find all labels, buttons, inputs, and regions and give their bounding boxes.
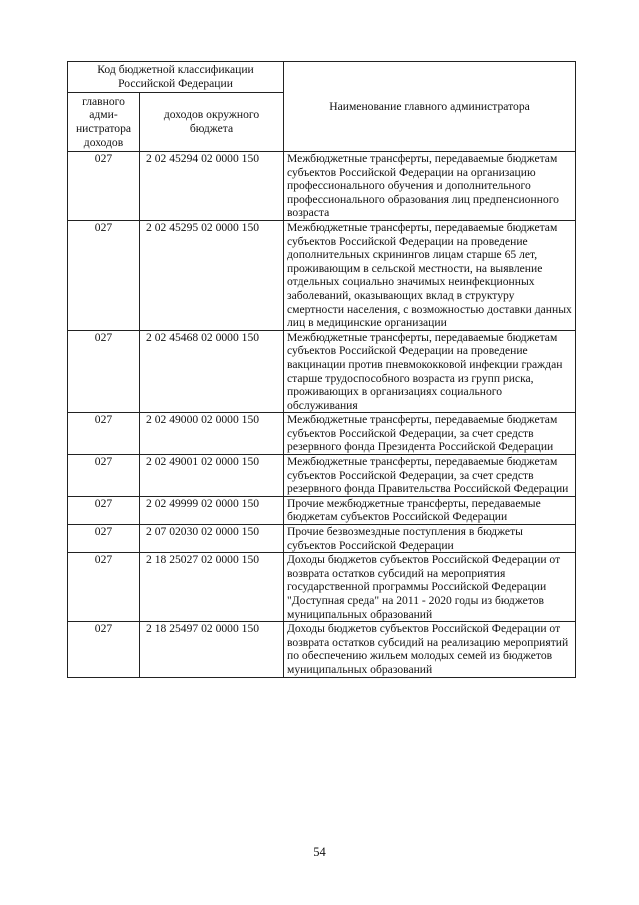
admin-code-cell: 027 (68, 622, 140, 677)
income-code-cell: 2 18 25027 02 0000 150 (140, 553, 284, 622)
admin-code-cell: 027 (68, 553, 140, 622)
admin-name-cell: Доходы бюджетов субъектов Российской Федерации от возврата остатков субсидий на мероприятия государственной программы Российской Федерации "Доступная среда" на 2011 - 2020 годы из бюджетов муниципальных образований (284, 553, 576, 622)
income-code-cell: 2 18 25497 02 0000 150 (140, 622, 284, 677)
admin-code-cell: 027 (68, 220, 140, 330)
admin-code-cell: 027 (68, 455, 140, 497)
header-code-cell: доходов окружного бюджета (140, 93, 284, 152)
admin-code-cell: 027 (68, 330, 140, 413)
income-code-cell: 2 02 45294 02 0000 150 (140, 152, 284, 221)
admin-name-cell: Прочие межбюджетные трансферты, передаваемые бюджетам субъектов Российской Федерации (284, 496, 576, 524)
admin-code-cell: 027 (68, 413, 140, 455)
income-code-cell: 2 02 49001 02 0000 150 (140, 455, 284, 497)
income-code-cell: 2 02 49999 02 0000 150 (140, 496, 284, 524)
admin-name-cell: Прочие безвозмездные поступления в бюджеты субъектов Российской Федерации (284, 525, 576, 553)
table-row (68, 553, 576, 622)
table-row (68, 496, 576, 524)
income-code-cell: 2 02 45295 02 0000 150 (140, 220, 284, 330)
table-row (68, 152, 576, 221)
table-row (68, 413, 576, 455)
admin-name-cell: Межбюджетные трансферты, передаваемые бюджетам субъектов Российской Федерации на проведение дополнительных скринингов лицам старше 65 лет, проживающим в сельской местности, на выявление отдельных социально значимых неинфекционных заболеваний, оказывающих вклад в структуру смертности населения, с возможностью доставки данных лиц в медицинские организации (284, 220, 576, 330)
header-admin-cell: главного адми-нистратора доходов (68, 93, 140, 152)
table-row (68, 525, 576, 553)
income-code-cell: 2 02 45468 02 0000 150 (140, 330, 284, 413)
table-row (68, 455, 576, 497)
header-name-cell: Наименование главного администратора (284, 62, 576, 152)
table-row (68, 220, 576, 330)
table-row (68, 622, 576, 677)
table-row (68, 330, 576, 413)
header-group-cell: Код бюджетной классификации Российской Федерации (68, 62, 284, 93)
page-number: 54 (313, 845, 326, 859)
admin-code-cell: 027 (68, 525, 140, 553)
admin-name-cell: Межбюджетные трансферты, передаваемые бюджетам субъектов Российской Федерации на организацию профессионального обучения и дополнительного профессионального образования лиц предпенсионного возраста (284, 152, 576, 221)
admin-name-cell: Межбюджетные трансферты, передаваемые бюджетам субъектов Российской Федерации на проведение вакцинации против пневмококковой инфекции граждан старше трудоспособного возраста из групп риска, проживающих в организациях социального обслуживания (284, 330, 576, 413)
budget-classification-table (67, 61, 576, 678)
admin-code-cell: 027 (68, 152, 140, 221)
admin-name-cell: Межбюджетные трансферты, передаваемые бюджетам субъектов Российской Федерации, за счет средств резервного фонда Правительства Российской Федерации (284, 455, 576, 497)
admin-name-cell: Доходы бюджетов субъектов Российской Федерации от возврата остатков субсидий на реализацию мероприятий по обеспечению жильем молодых семей из бюджетов муниципальных образований (284, 622, 576, 677)
income-code-cell: 2 02 49000 02 0000 150 (140, 413, 284, 455)
header-row-1 (68, 62, 576, 93)
income-code-cell: 2 07 02030 02 0000 150 (140, 525, 284, 553)
admin-code-cell: 027 (68, 496, 140, 524)
admin-name-cell: Межбюджетные трансферты, передаваемые бюджетам субъектов Российской Федерации, за счет средств резервного фонда Президента Российской Федерации (284, 413, 576, 455)
